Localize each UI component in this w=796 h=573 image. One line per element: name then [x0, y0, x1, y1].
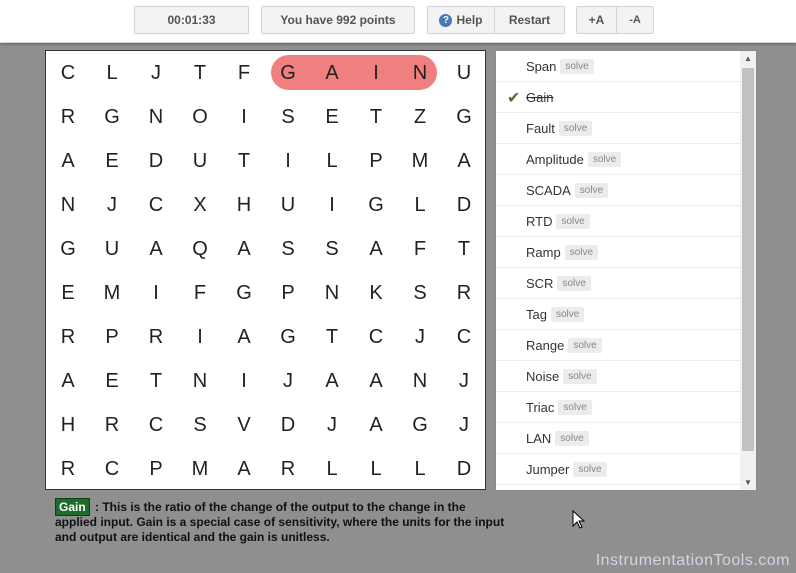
grid-cell[interactable]: L: [370, 457, 382, 480]
grid-cell[interactable]: J: [107, 193, 117, 216]
grid-cell[interactable]: A: [325, 369, 339, 392]
grid-cell[interactable]: U: [280, 193, 296, 216]
word-item: [496, 144, 740, 175]
solve-button[interactable]: solve: [563, 369, 596, 384]
grid-cell[interactable]: N: [192, 369, 208, 392]
solve-button[interactable]: solve: [557, 276, 590, 291]
grid-cell[interactable]: G: [368, 193, 384, 216]
grid-cell[interactable]: R: [60, 325, 76, 348]
grid-cell[interactable]: O: [192, 105, 208, 128]
grid-cell[interactable]: G: [236, 281, 252, 304]
solve-button[interactable]: solve: [551, 307, 584, 322]
word-item: [496, 392, 740, 423]
grid-cell[interactable]: A: [369, 369, 383, 392]
grid-cell[interactable]: T: [193, 61, 207, 84]
word-label: Fault: [526, 120, 555, 136]
help-button[interactable]: [427, 6, 495, 34]
word-label: Gain: [526, 89, 554, 105]
grid-cell[interactable]: T: [325, 325, 339, 348]
grid-cell[interactable]: C: [368, 325, 384, 348]
word-label: Noise: [526, 368, 560, 384]
grid-cell[interactable]: H: [60, 413, 76, 436]
grid-cell[interactable]: N: [324, 281, 340, 304]
grid-cell[interactable]: R: [280, 457, 296, 480]
grid-cell[interactable]: T: [369, 105, 383, 128]
grid-cell[interactable]: T: [149, 369, 163, 392]
grid-cell[interactable]: G: [412, 413, 428, 436]
grid-cell[interactable]: A: [61, 149, 75, 172]
grid-cell[interactable]: H: [236, 193, 252, 216]
grid-cell[interactable]: M: [103, 281, 121, 304]
solve-button[interactable]: solve: [555, 431, 588, 446]
grid-cell[interactable]: J: [283, 369, 293, 392]
solve-button[interactable]: solve: [588, 152, 621, 167]
word-label: SCR: [526, 275, 554, 291]
word-label: RTD: [526, 213, 553, 229]
scroll-up-icon[interactable]: ▲: [744, 54, 752, 63]
grid-cell[interactable]: U: [456, 61, 472, 84]
grid-cell[interactable]: F: [193, 281, 207, 304]
grid-cell[interactable]: G: [60, 237, 76, 260]
grid-cell[interactable]: A: [369, 413, 383, 436]
grid-cell[interactable]: N: [412, 61, 428, 84]
solve-button[interactable]: solve: [559, 121, 592, 136]
grid-cell[interactable]: S: [193, 413, 207, 436]
word-item: [496, 330, 740, 361]
grid-cell[interactable]: I: [285, 149, 291, 172]
grid-cell[interactable]: R: [104, 413, 120, 436]
word-item: [496, 51, 740, 82]
word-list: [495, 50, 757, 491]
grid-cell[interactable]: I: [241, 105, 247, 128]
grid-cell[interactable]: U: [192, 149, 208, 172]
grid-cell[interactable]: A: [369, 237, 383, 260]
word-label: Span: [526, 58, 557, 74]
word-label: Range: [526, 337, 565, 353]
checkmark-icon: ✔: [507, 90, 521, 107]
grid-cell[interactable]: A: [237, 325, 251, 348]
word-list-scrollbar[interactable]: [740, 51, 756, 490]
grid-cell[interactable]: A: [325, 61, 339, 84]
grid-cell[interactable]: G: [280, 61, 296, 84]
grid-cell[interactable]: A: [237, 457, 251, 480]
grid-cell[interactable]: L: [414, 193, 426, 216]
grid-cell[interactable]: N: [60, 193, 76, 216]
grid-cell[interactable]: E: [105, 149, 119, 172]
font-decrease-button[interactable]: -A: [617, 6, 654, 34]
grid-cell[interactable]: G: [104, 105, 120, 128]
timer-display: 00:01:33: [134, 6, 249, 34]
word-label: Jumper: [526, 461, 570, 477]
toolbar: [0, 0, 796, 43]
grid-cell[interactable]: R: [456, 281, 472, 304]
grid-cell[interactable]: C: [148, 193, 164, 216]
solve-button[interactable]: solve: [568, 338, 601, 353]
grid-cell[interactable]: L: [414, 457, 426, 480]
grid-cell[interactable]: G: [456, 105, 472, 128]
mouse-cursor-icon: [572, 510, 586, 530]
grid-cell[interactable]: S: [281, 237, 295, 260]
scroll-down-icon[interactable]: ▼: [744, 478, 752, 487]
word-item: [496, 175, 740, 206]
word-item: [496, 454, 740, 485]
grid-cell[interactable]: A: [237, 237, 251, 260]
word-label: Amplitude: [526, 151, 584, 167]
grid-cell[interactable]: E: [61, 281, 75, 304]
word-item: [496, 206, 740, 237]
grid-cell[interactable]: C: [60, 61, 76, 84]
solve-button[interactable]: solve: [556, 214, 589, 229]
restart-button[interactable]: Restart: [495, 6, 565, 34]
grid-cell[interactable]: K: [369, 281, 383, 304]
word-label: SCADA: [526, 182, 571, 198]
grid-cell[interactable]: Z: [413, 105, 427, 128]
grid-cell[interactable]: C: [148, 413, 164, 436]
grid-cell[interactable]: S: [281, 105, 295, 128]
word-label: Tag: [526, 306, 547, 322]
word-label: Triac: [526, 399, 555, 415]
grid-cell[interactable]: E: [105, 369, 119, 392]
grid-cell[interactable]: A: [149, 237, 163, 260]
grid-cell[interactable]: P: [105, 325, 119, 348]
grid-cell[interactable]: Q: [192, 237, 208, 260]
definition-word: Gain: [55, 498, 90, 516]
grid-cell[interactable]: J: [415, 325, 425, 348]
watermark: InstrumentationTools.com: [595, 552, 790, 569]
grid-cell[interactable]: F: [413, 237, 427, 260]
grid-cell[interactable]: G: [280, 325, 296, 348]
grid-cell[interactable]: A: [61, 369, 75, 392]
grid-cell[interactable]: A: [457, 149, 471, 172]
grid-cell[interactable]: J: [459, 369, 469, 392]
grid-cell[interactable]: J: [327, 413, 337, 436]
grid-cell[interactable]: U: [104, 237, 120, 260]
grid-cell[interactable]: I: [197, 325, 203, 348]
grid-cell[interactable]: J: [459, 413, 469, 436]
grid-cell[interactable]: D: [148, 149, 164, 172]
word-item: [496, 299, 740, 330]
grid-cell[interactable]: M: [191, 457, 209, 480]
solve-button[interactable]: solve: [573, 462, 606, 477]
solve-button[interactable]: solve: [575, 183, 608, 198]
grid-cell[interactable]: E: [325, 105, 339, 128]
grid-cell[interactable]: R: [60, 457, 76, 480]
solve-button[interactable]: solve: [558, 400, 591, 415]
grid-cell[interactable]: C: [456, 325, 472, 348]
grid-cell[interactable]: D: [456, 193, 472, 216]
word-item: [496, 113, 740, 144]
grid-cell[interactable]: X: [193, 193, 207, 216]
grid-cell[interactable]: I: [373, 61, 379, 84]
grid-cell[interactable]: S: [413, 281, 427, 304]
grid-cell[interactable]: N: [412, 369, 428, 392]
grid-cell[interactable]: L: [106, 61, 118, 84]
grid-cell[interactable]: D: [280, 413, 296, 436]
grid-cell[interactable]: J: [151, 61, 161, 84]
grid-cell[interactable]: C: [104, 457, 120, 480]
word-label: Ramp: [526, 244, 561, 260]
grid-cell[interactable]: L: [326, 457, 338, 480]
help-label: Help: [456, 13, 483, 27]
grid-cell[interactable]: S: [325, 237, 339, 260]
grid-cell[interactable]: V: [237, 413, 251, 436]
definition-text: : This is the ratio of the change of the output to the change in the applied input. Gain is a special case of sensitivity, where the units for the input and output are identical and the gain is unitless.: [55, 500, 505, 544]
grid-cell[interactable]: T: [457, 237, 471, 260]
scroll-thumb[interactable]: [742, 68, 754, 451]
grid-cell[interactable]: M: [411, 149, 429, 172]
solve-button[interactable]: solve: [565, 245, 598, 260]
grid-cell[interactable]: L: [326, 149, 338, 172]
grid-cell[interactable]: N: [148, 105, 164, 128]
word-item: [496, 361, 740, 392]
grid-cell[interactable]: D: [456, 457, 472, 480]
question-icon: ?: [439, 14, 452, 27]
word-item: [496, 82, 740, 113]
word-label: LAN: [526, 430, 552, 446]
grid-cell[interactable]: I: [241, 369, 247, 392]
word-item: [496, 268, 740, 299]
grid-cell[interactable]: I: [329, 193, 335, 216]
grid-cell[interactable]: P: [149, 457, 163, 480]
grid-cell[interactable]: T: [237, 149, 251, 172]
grid-cell[interactable]: P: [369, 149, 383, 172]
word-item: [496, 423, 740, 454]
grid-cell[interactable]: R: [60, 105, 76, 128]
points-display: You have 992 points: [261, 6, 415, 34]
grid-cell[interactable]: P: [281, 281, 295, 304]
grid-cell[interactable]: R: [148, 325, 164, 348]
letter-grid: [45, 50, 486, 490]
grid-cell[interactable]: I: [153, 281, 159, 304]
solve-button[interactable]: solve: [560, 59, 593, 74]
grid-cell[interactable]: F: [237, 61, 251, 84]
font-increase-button[interactable]: +A: [576, 6, 617, 34]
word-definition: [55, 500, 505, 545]
word-item: [496, 237, 740, 268]
